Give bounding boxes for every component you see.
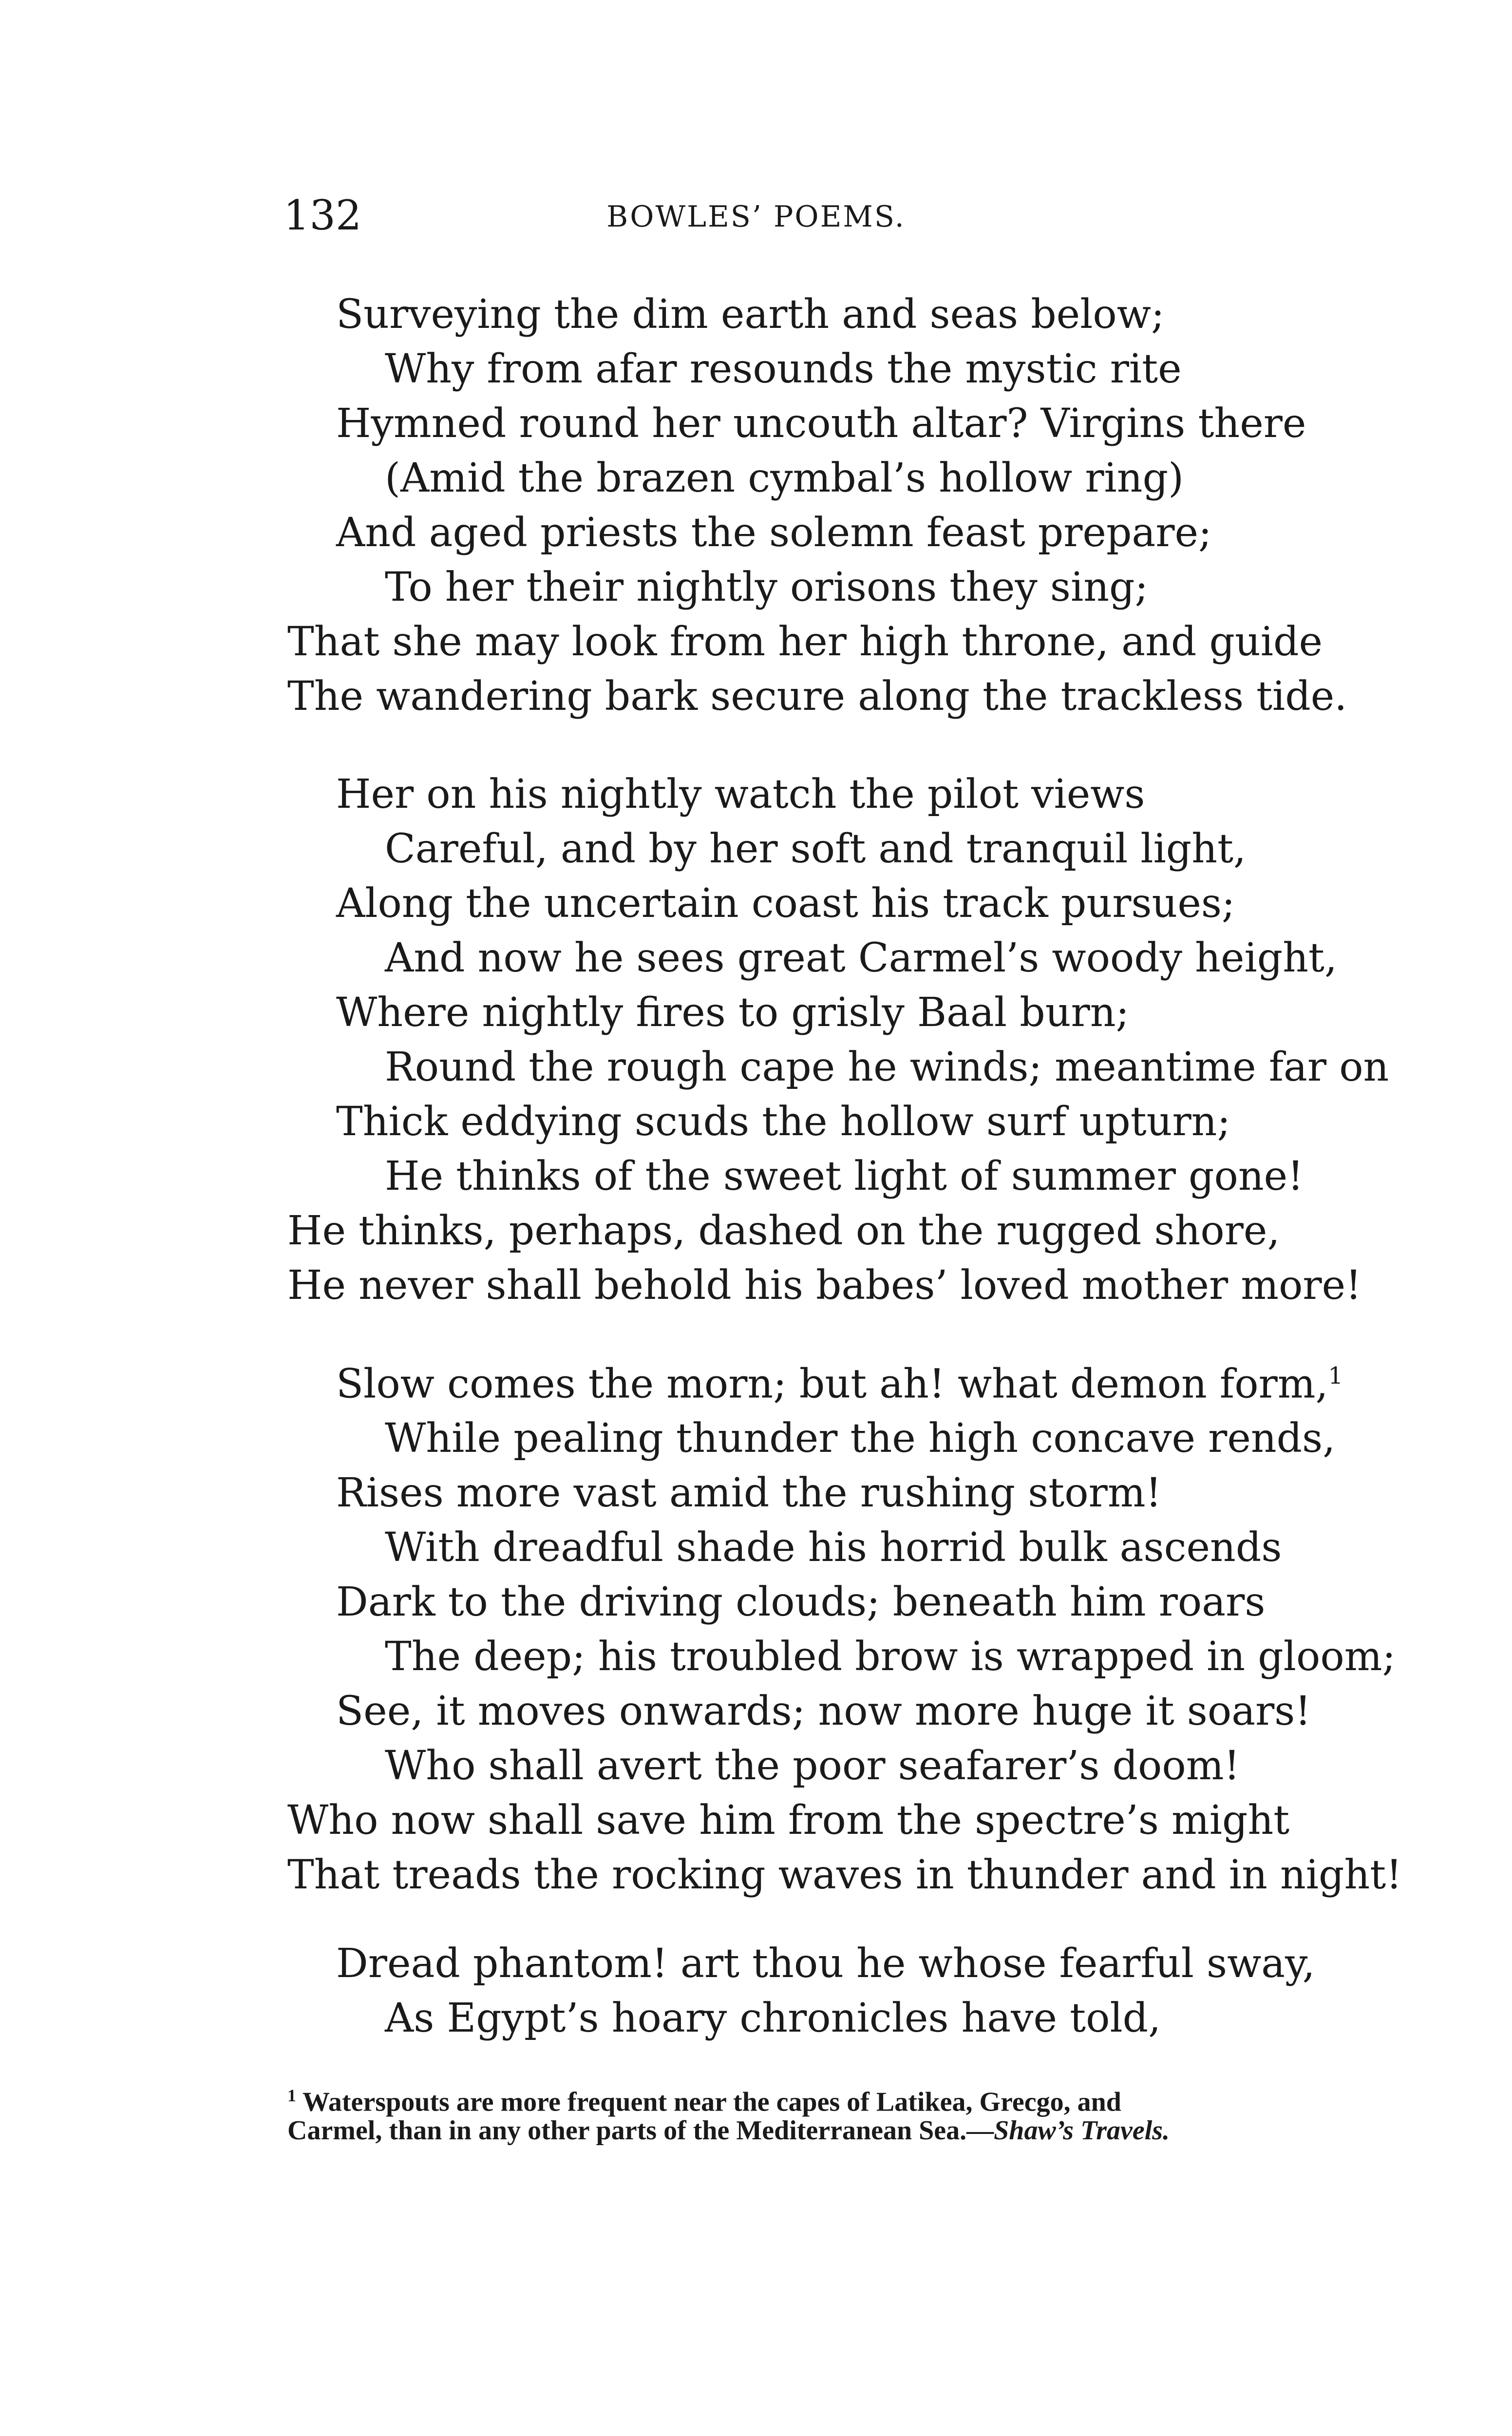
verse-line: To her their nightly orisons they sing; — [385, 564, 1149, 610]
verse-line: (Amid the brazen cymbal’s hollow ring) — [385, 455, 1184, 501]
verse-line: That treads the rocking waves in thunder and in night! — [287, 1852, 1402, 1898]
footnote-line-2 — [287, 2113, 1170, 2148]
verse-line: He thinks, perhaps, dashed on the rugged shore, — [287, 1208, 1280, 1254]
verse-line: Where nightly fires to grisly Baal burn; — [336, 990, 1130, 1036]
page-number: 132 — [284, 191, 362, 239]
verse-line: Why from afar resounds the mystic rite — [385, 346, 1182, 392]
footnote-marker: 1 — [287, 2086, 296, 2105]
verse-line — [336, 1361, 1343, 1408]
verse-line: The wandering bark secure along the trackless tide. — [287, 673, 1347, 720]
verse-line: Her on his nightly watch the pilot views — [336, 771, 1145, 818]
verse-line: Hymned round her uncouth altar? Virgins there — [336, 400, 1306, 447]
verse-line: He never shall behold his babes’ loved mother more! — [287, 1262, 1362, 1309]
verse-line: And aged priests the solemn feast prepare; — [336, 510, 1212, 556]
verse-line-text: Slow comes the morn; but ah! what demon form, — [336, 1361, 1328, 1408]
verse-line: He thinks of the sweet light of summer gone! — [385, 1153, 1304, 1199]
verse-line: The deep; his troubled brow is wrapped in gloom; — [385, 1634, 1396, 1680]
footnote-text-continued: Carmel, than in any other parts of the Mediterranean Sea.— — [287, 2115, 994, 2146]
running-title: BOWLES’ POEMS. — [606, 200, 906, 234]
verse-line: As Egypt’s hoary chronicles have told, — [385, 1995, 1161, 2041]
verse-line: That she may look from her high throne, and guide — [287, 619, 1323, 665]
verse-line: See, it moves onwards; now more huge it soars! — [336, 1688, 1311, 1734]
verse-line: Who shall avert the poor seafarer’s doom! — [385, 1743, 1240, 1789]
footnote-reference: 1 — [1328, 1362, 1343, 1389]
verse-line: Rises more vast amid the rushing storm! — [336, 1470, 1162, 1516]
verse-line: Thick eddying scuds the hollow surf upturn; — [336, 1099, 1231, 1145]
verse-line: And now he sees great Carmel’s woody height, — [385, 935, 1338, 981]
verse-line: Along the uncertain coast his track pursues; — [336, 880, 1235, 927]
verse-line: Who now shall save him from the spectre’s might — [287, 1797, 1290, 1844]
verse-line: Surveying the dim earth and seas below; — [336, 291, 1165, 338]
verse-line: With dreadful shade his horrid bulk ascends — [385, 1524, 1282, 1571]
verse-line: Round the rough cape he winds; meantime far on — [385, 1044, 1389, 1090]
footnote-source: Shaw’s Travels. — [994, 2115, 1170, 2146]
verse-line: While pealing thunder the high concave rends, — [385, 1415, 1336, 1462]
verse-line: Dread phantom! art thou he whose fearful sway, — [336, 1941, 1315, 1987]
footnote-text: Waterspouts are more frequent near the capes of Latikea, Grecgo, and — [302, 2087, 1121, 2117]
verse-line: Careful, and by her soft and tranquil light, — [385, 826, 1247, 872]
verse-line: Dark to the driving clouds; beneath him roars — [336, 1579, 1266, 1625]
